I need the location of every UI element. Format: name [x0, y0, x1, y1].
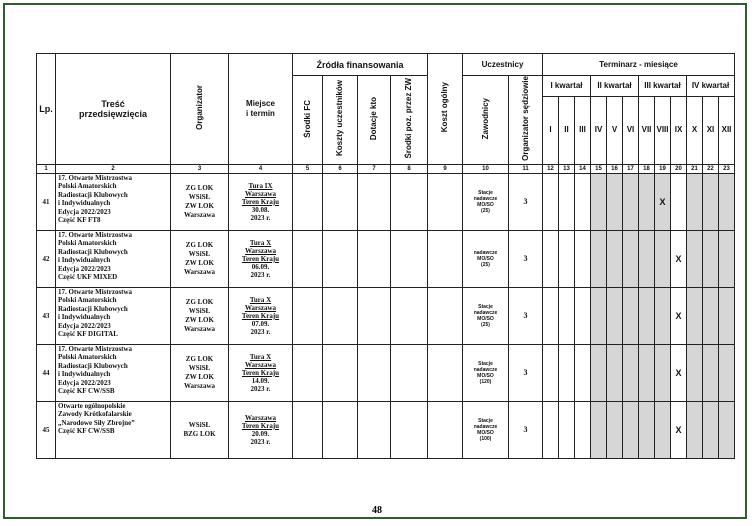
row-lp: 44: [37, 344, 56, 401]
text-line: Radiostacji Klubowych: [58, 361, 128, 370]
month-cell: [607, 173, 623, 230]
text-line: Radiostacji Klubowych: [58, 304, 128, 313]
column-number: 7: [358, 164, 391, 173]
month-cell: [639, 173, 655, 230]
month-cell: [719, 173, 735, 230]
text-line: i Indywidualnych: [58, 256, 111, 265]
header-organizator: Organizator: [171, 54, 229, 165]
row-organizer: [171, 401, 229, 458]
month-cell: [559, 401, 575, 458]
text-line: (25): [481, 321, 490, 328]
month-cell: [575, 344, 591, 401]
month-cell: [703, 401, 719, 458]
month-cell: [655, 344, 671, 401]
month-cell: [543, 401, 559, 458]
column-number: 12: [543, 164, 559, 173]
month-cell: [687, 173, 703, 230]
month-cell: [543, 287, 559, 344]
place-line: Warszawa: [244, 413, 277, 422]
header-kwartal-1: I kwartał: [543, 76, 591, 97]
text-line: WSiSŁ: [188, 249, 211, 258]
text-line: MO/SO: [477, 372, 494, 379]
month-cell: [687, 287, 703, 344]
column-number: 6: [323, 164, 358, 173]
row-event-name: [56, 230, 171, 287]
text-line: BZG LOK: [183, 429, 216, 438]
text-line: Warszawa: [183, 267, 216, 276]
text-line: Część KF CW/SSB: [58, 427, 115, 436]
header-zawodnicy: Zawodnicy: [463, 76, 509, 165]
month-cell: [623, 173, 639, 230]
month-cell: [591, 287, 607, 344]
text-line: 2023 r.: [250, 327, 271, 336]
month-cell: [543, 344, 559, 401]
header-month: IX: [671, 96, 687, 164]
text-line: 2023 r.: [250, 213, 271, 222]
text-line: 14.09.: [251, 376, 270, 385]
month-cell: [543, 173, 559, 230]
text-line: MO/SO: [477, 429, 494, 436]
column-number: 10: [463, 164, 509, 173]
text-line: nadawcze: [473, 309, 498, 316]
table-row: [37, 344, 735, 401]
text-line: ZG LOK: [185, 240, 214, 249]
place-line: Teren Kraju: [241, 254, 280, 263]
text-line: 30.08.: [251, 205, 270, 214]
table-row: [37, 287, 735, 344]
row-place-date: [229, 230, 293, 287]
page-number: 48: [372, 505, 382, 516]
text-line: ZW LOK: [185, 201, 214, 210]
schedule-table: [36, 53, 735, 459]
row-judges: 3: [509, 287, 543, 344]
month-cell: [719, 230, 735, 287]
header-sedziowie: Organizator sędziowie: [509, 76, 543, 165]
column-number: 15: [591, 164, 607, 173]
place-line: Tura X: [249, 238, 272, 247]
month-mark: X: [671, 230, 687, 287]
column-number: 3: [171, 164, 229, 173]
place-line: Teren Kraju: [241, 368, 280, 377]
header-month: III: [575, 96, 591, 164]
text-line: 2023 r.: [250, 384, 271, 393]
month-cell: [703, 287, 719, 344]
text-line: 17. Otwarte Mistrzostwa: [58, 173, 133, 182]
text-line: 2023 r.: [250, 270, 271, 279]
row-event-name: [56, 287, 171, 344]
month-cell: [607, 344, 623, 401]
text-line: Część UKF MIXED: [58, 272, 118, 281]
month-cell: [575, 401, 591, 458]
column-number: 17: [623, 164, 639, 173]
month-cell: [607, 287, 623, 344]
column-number: 18: [639, 164, 655, 173]
column-number: 20: [671, 164, 687, 173]
text-line: ZG LOK: [185, 297, 214, 306]
row-lp: 45: [37, 401, 56, 458]
month-cell: [575, 230, 591, 287]
header-uczestnicy: Uczestnicy: [463, 54, 543, 76]
text-line: 17. Otwarte Mistrzostwa: [58, 344, 133, 353]
text-line: Warszawa: [183, 210, 216, 219]
row-empty-cell: [293, 401, 323, 458]
month-cell: [559, 230, 575, 287]
text-line: Otwarte ogólnopolskie: [58, 401, 126, 410]
header-month: II: [559, 96, 575, 164]
column-number: 2: [56, 164, 171, 173]
header-dotacje: Dotacje kto: [358, 76, 391, 165]
text-line: WSiSŁ: [188, 192, 211, 201]
row-participants: [463, 401, 509, 458]
text-line: ZW LOK: [185, 372, 214, 381]
month-cell: [719, 344, 735, 401]
row-empty-cell: [391, 230, 428, 287]
row-event-name: [56, 173, 171, 230]
row-participants: [463, 173, 509, 230]
header-month: XI: [703, 96, 719, 164]
text-line: i Indywidualnych: [58, 313, 111, 322]
month-cell: [703, 230, 719, 287]
row-judges: 3: [509, 173, 543, 230]
text-line: (100): [479, 435, 492, 442]
row-empty-cell: [358, 173, 391, 230]
month-cell: [639, 287, 655, 344]
text-line: Warszawa: [183, 324, 216, 333]
month-cell: [575, 287, 591, 344]
month-cell: [655, 287, 671, 344]
row-participants: [463, 287, 509, 344]
table-row: [37, 401, 735, 458]
row-organizer: [171, 287, 229, 344]
column-number: 1: [37, 164, 56, 173]
text-line: 17. Otwarte Mistrzostwa: [58, 287, 133, 296]
row-participants: [463, 344, 509, 401]
text-line: MO/SO: [477, 255, 494, 262]
text-line: nadawcze: [473, 423, 498, 430]
month-mark: X: [655, 173, 671, 230]
text-line: Warszawa: [183, 381, 216, 390]
month-cell: [687, 230, 703, 287]
month-cell: [575, 173, 591, 230]
month-cell: [591, 173, 607, 230]
place-line: Teren Kraju: [241, 197, 280, 206]
row-judges: 3: [509, 401, 543, 458]
text-line: 20.09.: [251, 429, 270, 438]
header-month: VI: [623, 96, 639, 164]
text-line: WSiSŁ: [188, 306, 211, 315]
month-cell: [639, 401, 655, 458]
header-koszt-ogolny: Koszt ogólny: [428, 54, 463, 165]
row-empty-cell: [323, 173, 358, 230]
row-empty-cell: [323, 344, 358, 401]
text-line: WSiSŁ: [188, 420, 211, 429]
row-empty-cell: [428, 287, 463, 344]
text-line: Stacje: [478, 189, 493, 196]
row-empty-cell: [358, 401, 391, 458]
header-month: VII: [639, 96, 655, 164]
row-empty-cell: [391, 173, 428, 230]
text-line: Edycja 2022/2023: [58, 321, 111, 330]
place-line: Teren Kraju: [241, 421, 280, 430]
row-empty-cell: [358, 287, 391, 344]
header-kwartal-4: IV kwartał: [687, 76, 735, 97]
place-line: Tura X: [249, 295, 272, 304]
text-line: 2023 r.: [250, 437, 271, 446]
month-cell: [543, 230, 559, 287]
row-lp: 43: [37, 287, 56, 344]
text-line: 07.09.: [251, 319, 270, 328]
month-mark: X: [671, 344, 687, 401]
month-cell: [591, 230, 607, 287]
row-empty-cell: [358, 230, 391, 287]
row-lp: 42: [37, 230, 56, 287]
place-line: Warszawa: [244, 360, 277, 369]
text-line: 17. Otwarte Mistrzostwa: [58, 230, 133, 239]
month-cell: [607, 230, 623, 287]
text-line: 06.09.: [251, 262, 270, 271]
column-number: 11: [509, 164, 543, 173]
month-cell: [559, 173, 575, 230]
header-tresc: Treść przedsięwzięcia: [56, 54, 171, 165]
text-line: (120): [479, 378, 492, 385]
row-empty-cell: [293, 230, 323, 287]
month-cell: [591, 401, 607, 458]
place-line: Tura IX: [248, 181, 273, 190]
month-mark: X: [671, 401, 687, 458]
row-empty-cell: [293, 344, 323, 401]
text-line: Część KF DIGITAL: [58, 329, 118, 338]
column-number: 14: [575, 164, 591, 173]
month-cell: [559, 287, 575, 344]
header-zrodla: Źródła finansowania: [293, 54, 428, 76]
header-kwartal-2: II kwartał: [591, 76, 639, 97]
text-line: nadawcze: [473, 195, 498, 202]
text-line: Stacje: [478, 360, 493, 367]
text-line: Część KF FT8: [58, 215, 101, 224]
column-number: 8: [391, 164, 428, 173]
row-judges: 3: [509, 230, 543, 287]
place-line: Tura X: [249, 352, 272, 361]
row-empty-cell: [293, 287, 323, 344]
text-line: Stacje: [478, 303, 493, 310]
column-number: 13: [559, 164, 575, 173]
row-empty-cell: [391, 344, 428, 401]
row-empty-cell: [428, 173, 463, 230]
column-number: 19: [655, 164, 671, 173]
month-cell: [559, 344, 575, 401]
row-empty-cell: [391, 287, 428, 344]
row-event-name: [56, 344, 171, 401]
month-cell: [719, 401, 735, 458]
place-line: Teren Kraju: [241, 311, 280, 320]
table-row: [37, 230, 735, 287]
row-empty-cell: [358, 344, 391, 401]
text-line: (25): [481, 261, 490, 268]
month-cell: [687, 401, 703, 458]
column-number: 21: [687, 164, 703, 173]
header-month: XII: [719, 96, 735, 164]
row-empty-cell: [293, 173, 323, 230]
text-line: Edycja 2022/2023: [58, 207, 111, 216]
row-place-date: [229, 287, 293, 344]
text-line: WSiSŁ: [188, 363, 211, 372]
table-row: [37, 173, 735, 230]
text-line: Zawody Krótkofalarskie: [58, 410, 132, 419]
row-place-date: [229, 173, 293, 230]
text-line: Polski Amatorskich: [58, 182, 117, 191]
month-cell: [639, 230, 655, 287]
place-line: Warszawa: [244, 246, 277, 255]
month-cell: [607, 401, 623, 458]
text-line: (25): [481, 207, 490, 214]
month-mark: X: [671, 287, 687, 344]
text-line: Edycja 2022/2023: [58, 378, 111, 387]
column-number: 23: [719, 164, 735, 173]
header-month: I: [543, 96, 559, 164]
header-lp: Lp.: [37, 54, 56, 165]
month-cell: [591, 344, 607, 401]
row-lp: 41: [37, 173, 56, 230]
row-place-date: [229, 401, 293, 458]
row-organizer: [171, 344, 229, 401]
month-cell: [703, 173, 719, 230]
month-cell: [703, 344, 719, 401]
month-cell: [623, 344, 639, 401]
text-line: MO/SO: [477, 201, 494, 208]
month-cell: [639, 344, 655, 401]
row-place-date: [229, 344, 293, 401]
text-line: Polski Amatorskich: [58, 353, 117, 362]
header-terminarz: Terminarz - miesiące: [543, 54, 735, 76]
header-month: VIII: [655, 96, 671, 164]
column-number: 16: [607, 164, 623, 173]
text-line: nadawcze: [473, 249, 498, 256]
header-month: V: [607, 96, 623, 164]
month-cell: [623, 401, 639, 458]
row-empty-cell: [323, 230, 358, 287]
text-line: Część KF CW/SSB: [58, 386, 115, 395]
text-line: Radiostacji Klubowych: [58, 190, 128, 199]
text-line: Polski Amatorskich: [58, 239, 117, 248]
row-empty-cell: [323, 401, 358, 458]
text-line: nadawcze: [473, 366, 498, 373]
row-empty-cell: [323, 287, 358, 344]
header-koszty: Koszty uczestników: [323, 76, 358, 165]
text-line: MO/SO: [477, 315, 494, 322]
month-cell: [687, 344, 703, 401]
header-kwartal-3: III kwartał: [639, 76, 687, 97]
text-line: i Indywidualnych: [58, 370, 111, 379]
row-participants: [463, 230, 509, 287]
column-number: 5: [293, 164, 323, 173]
month-cell: [719, 287, 735, 344]
text-line: ZW LOK: [185, 258, 214, 267]
month-cell: [623, 287, 639, 344]
month-cell: [655, 230, 671, 287]
header-month: IV: [591, 96, 607, 164]
text-line: ZG LOK: [185, 183, 214, 192]
row-organizer: [171, 230, 229, 287]
month-cell: [623, 230, 639, 287]
row-empty-cell: [391, 401, 428, 458]
row-organizer: [171, 173, 229, 230]
row-empty-cell: [428, 230, 463, 287]
row-event-name: [56, 401, 171, 458]
column-number: 22: [703, 164, 719, 173]
column-number: 4: [229, 164, 293, 173]
text-line: Edycja 2022/2023: [58, 264, 111, 273]
place-line: Warszawa: [244, 303, 277, 312]
row-empty-cell: [428, 401, 463, 458]
place-line: Warszawa: [244, 189, 277, 198]
text-line: Stacje: [478, 417, 493, 424]
month-cell: [671, 173, 687, 230]
text-line: „Narodowe Siły Zbrojne”: [58, 418, 135, 427]
text-line: Polski Amatorskich: [58, 296, 117, 305]
header-srodki-zw: Środki poz. przez ZW: [391, 76, 428, 165]
text-line: ZW LOK: [185, 315, 214, 324]
text-line: ZG LOK: [185, 354, 214, 363]
row-empty-cell: [428, 344, 463, 401]
header-miejsce: Miejsce i termin: [229, 54, 293, 165]
month-cell: [655, 401, 671, 458]
row-judges: 3: [509, 344, 543, 401]
text-line: i Indywidualnych: [58, 199, 111, 208]
column-number: 9: [428, 164, 463, 173]
text-line: Radiostacji Klubowych: [58, 247, 128, 256]
header-srodki-fc: Środki FC: [293, 76, 323, 165]
header-month: X: [687, 96, 703, 164]
